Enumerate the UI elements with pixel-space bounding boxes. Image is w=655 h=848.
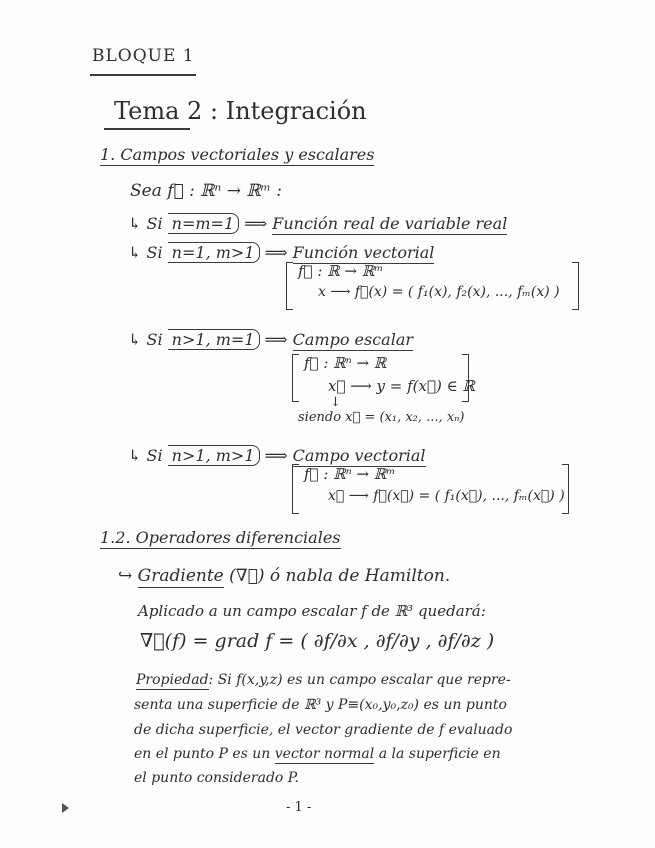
case-1: ↳ Si n=m=1 ⟹ Función real de variable real — [128, 214, 508, 233]
property-line-3: de dicha superficie, el vector gradiente de f evaluado — [134, 722, 513, 738]
case-4-bracket-right — [562, 464, 569, 514]
case-4-condition: n>1, m>1 — [168, 445, 260, 466]
case-2-formula-2: x ⟶ f⃗(x) = ( f₁(x), f₂(x), ..., fₘ(x) ) — [318, 284, 560, 300]
page-number: - 1 - — [286, 800, 312, 815]
case-3-bracket-left — [292, 354, 299, 402]
case-3-formula-2: x⃗ ⟶ y = f(x⃗) ∈ ℝ — [328, 377, 475, 395]
case-2-result: Función vectorial — [292, 243, 435, 262]
gradient-formula: ∇⃗(f) = grad f = ( ∂f/∂x , ∂f/∂y , ∂f/∂z ) — [140, 630, 495, 652]
case-3-note: siendo x⃗ = (x₁, x₂, ..., xₙ) — [298, 410, 465, 425]
property-line-5: el punto considerado P. — [134, 770, 299, 786]
case-4-formula-1: f⃗ : ℝⁿ → ℝᵐ — [304, 465, 396, 483]
block-heading: BLOQUE 1 — [92, 46, 195, 66]
topic-underline — [104, 128, 190, 130]
property-label: Propiedad — [136, 672, 209, 688]
case-2-bracket-left — [286, 262, 293, 310]
case-2-bracket-right — [572, 262, 579, 310]
corner-mark — [62, 803, 69, 813]
case-3-formula-1: f⃗ : ℝⁿ → ℝ — [304, 354, 387, 372]
gradient-label: Gradiente — [137, 566, 224, 586]
nabla-symbol: (∇⃗) — [229, 566, 265, 586]
gradient-line: ↪ Gradiente (∇⃗) ó nabla de Hamilton. — [118, 566, 451, 586]
case-4: ↳ Si n>1, m>1 ⟹ Campo vectorial — [128, 446, 426, 465]
section2-title: 1.2. Operadores diferenciales — [100, 528, 341, 547]
section1-title: 1. Campos vectoriales y escalares — [100, 145, 375, 164]
case-3-down-arrow: ↓ — [330, 395, 341, 410]
case-3-condition: n>1, m=1 — [168, 329, 260, 350]
case-3-result: Campo escalar — [292, 330, 414, 349]
section1-intro: Sea f⃗ : ℝⁿ → ℝᵐ : — [130, 181, 283, 201]
case-2-condition: n=1, m>1 — [168, 242, 260, 263]
property-line-1: Propiedad: Si f(x,y,z) es un campo escalar que repre- — [136, 672, 511, 688]
case-4-result: Campo vectorial — [292, 446, 426, 465]
applied-text: Aplicado a un campo escalar f de ℝ³ quedará: — [138, 602, 486, 620]
case-3: ↳ Si n>1, m=1 ⟹ Campo escalar — [128, 330, 414, 349]
case-3-bracket-right — [462, 354, 469, 402]
property-line-2: senta una superficie de ℝ³ y P≡(x₀,y₀,z₀) es un punto — [134, 697, 507, 713]
case-1-condition: n=m=1 — [168, 213, 239, 234]
property-emphasis: vector normal — [274, 746, 375, 762]
case-2-formula-1: f⃗ : ℝ → ℝᵐ — [298, 262, 384, 280]
case-1-result: Función real de variable real — [272, 214, 508, 233]
case-2: ↳ Si n=1, m>1 ⟹ Función vectorial — [128, 243, 435, 262]
property-line-4: en el punto P es un vector normal a la superficie en — [134, 746, 501, 762]
case-4-bracket-left — [292, 464, 299, 514]
block-underline — [90, 74, 196, 76]
topic-title: Tema 2 : Integración — [114, 97, 367, 125]
case-4-formula-2: x⃗ ⟶ f⃗(x⃗) = ( f₁(x⃗), ..., fₘ(x⃗) ) — [328, 488, 565, 504]
